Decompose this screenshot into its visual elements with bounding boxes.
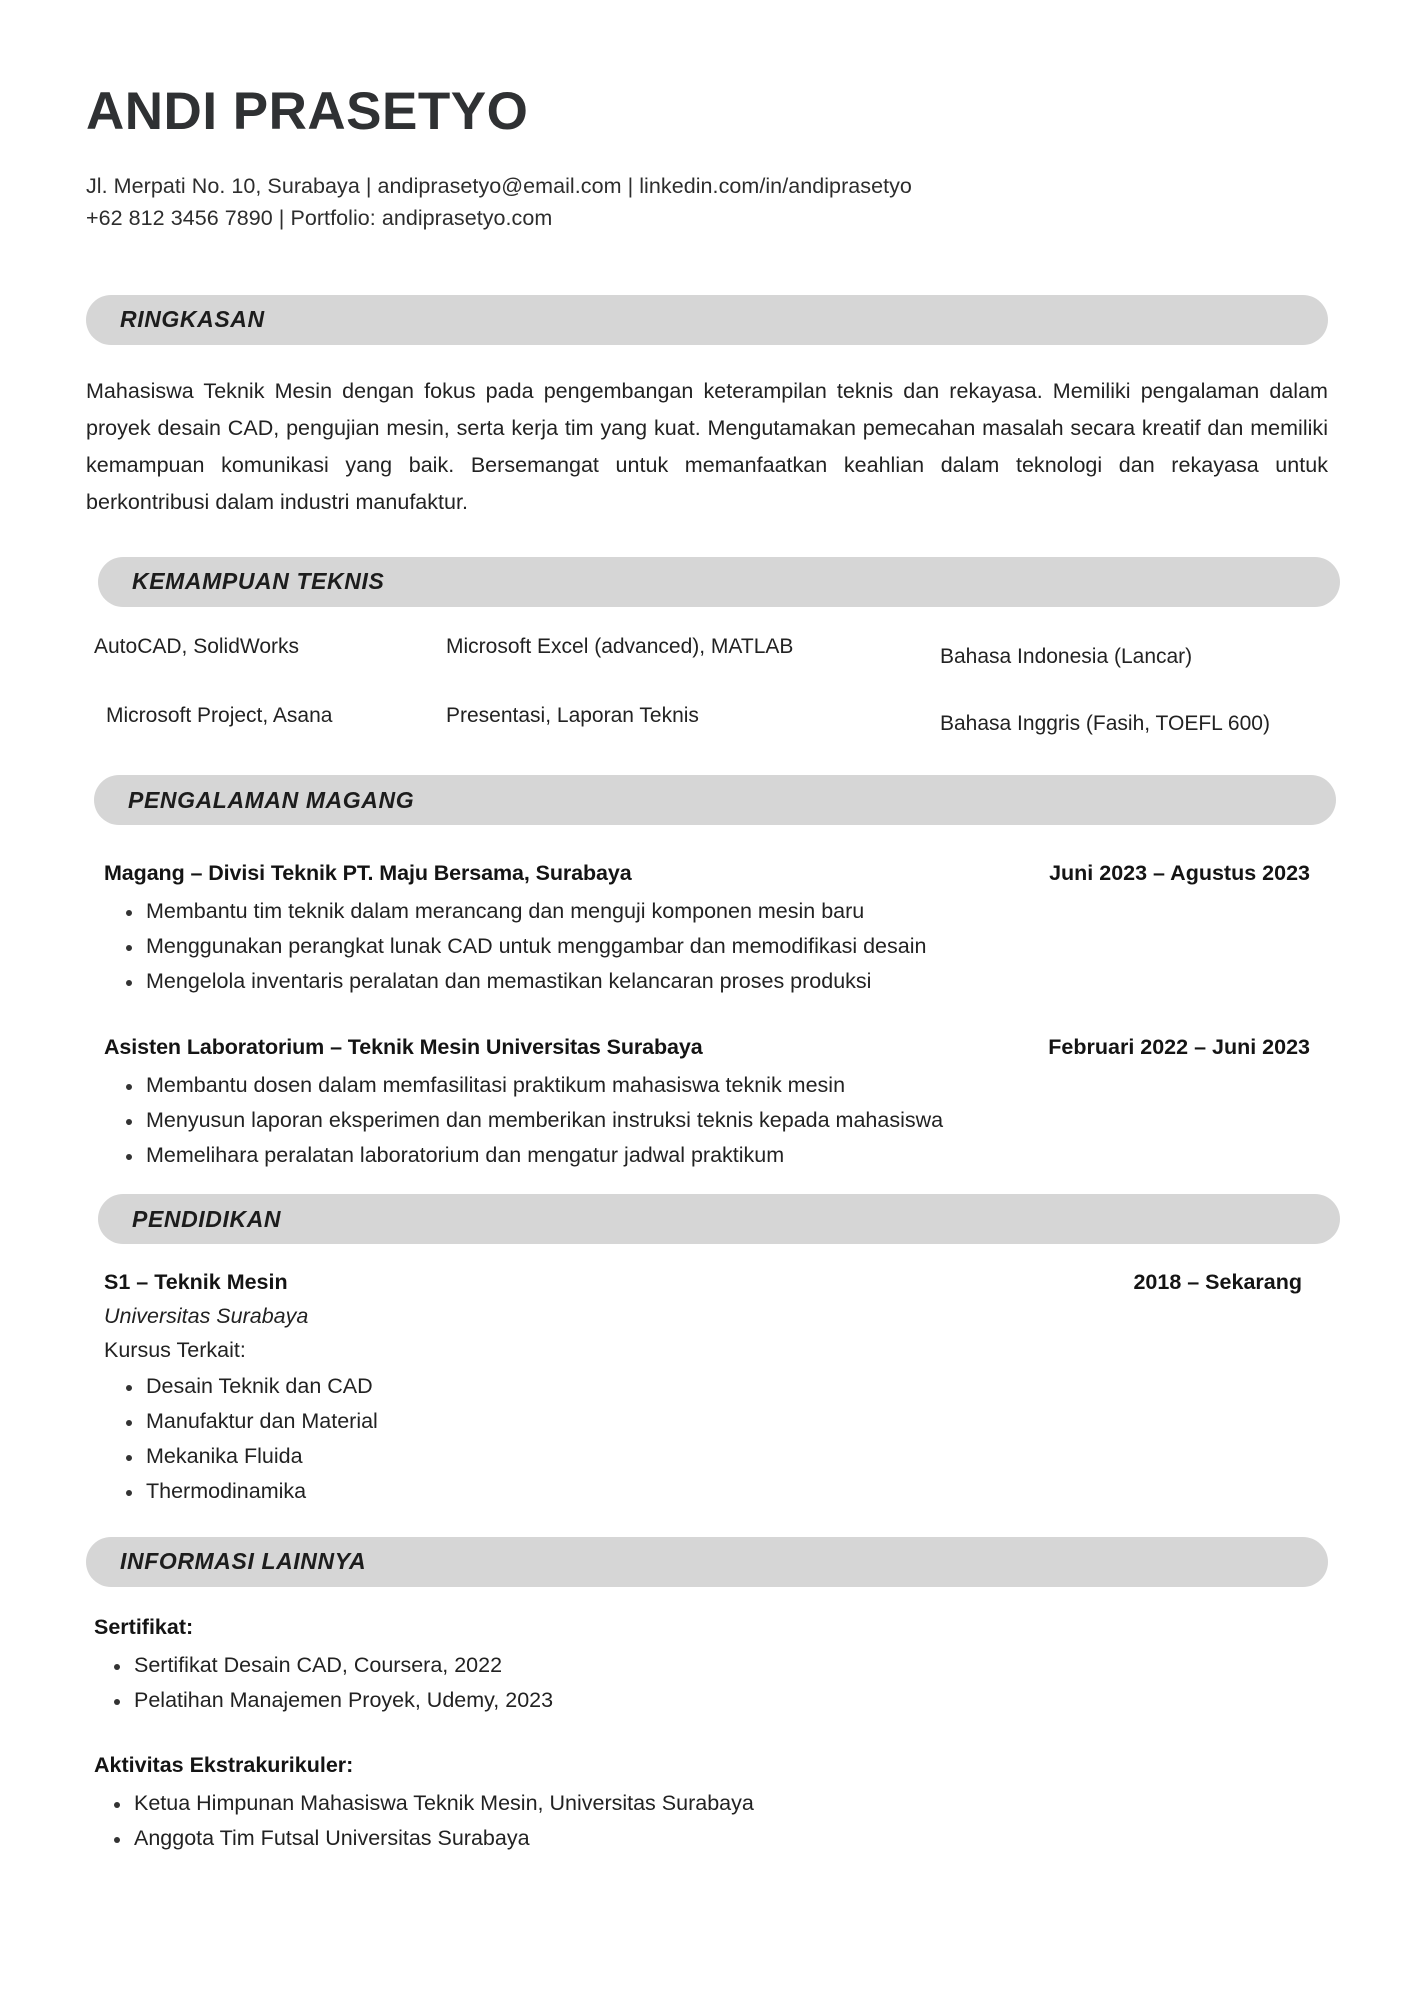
list-item: Memelihara peralatan laboratorium dan mengatur jadwal praktikum [104,1138,1328,1173]
experience-bullets [104,1068,1328,1172]
section-other-info [86,1537,1328,1856]
section-title-other-info: INFORMASI LAINNYA [120,1548,367,1575]
education-school: Universitas Surabaya [104,1304,309,1329]
section-title-experience: PENGALAMAN MAGANG [128,786,415,813]
section-header-education [98,1194,1340,1244]
section-education [86,1194,1328,1508]
certificates-list [94,1648,1328,1718]
experience-entry [86,861,1328,998]
certificates-block [86,1615,1328,1718]
education-courses-label: Kursus Terkait: [104,1338,246,1363]
page-title: ANDI PRASETYO [86,82,529,141]
skills-grid [86,633,1328,738]
experience-header [104,861,1328,886]
section-header-summary [86,295,1328,345]
list-item: Anggota Tim Futsal Universitas Surabaya [94,1821,1328,1856]
list-item: Mengelola inventaris peralatan dan memastikan kelancaran proses produksi [104,964,1328,999]
education-header [104,1270,1328,1295]
section-skills [86,557,1328,738]
list-item: Membantu tim teknik dalam merancang dan menguji komponen mesin baru [104,894,1328,929]
skill-item: Microsoft Project, Asana [106,704,333,728]
experience-entry [86,1035,1328,1172]
list-item: Membantu dosen dalam memfasilitasi praktikum mahasiswa teknik mesin [104,1068,1328,1103]
list-item: Menyusun laporan eksperimen dan memberikan instruksi teknis kepada mahasiswa [104,1103,1328,1138]
contact-line-2: +62 812 3456 7890 | Portfolio: andiprasetyo.com [86,206,553,231]
list-item: Mekanika Fluida [104,1439,1328,1474]
education-entry [86,1270,1328,1508]
activities-list [94,1786,1328,1856]
experience-title: Asisten Laboratorium – Teknik Mesin Universitas Surabaya [104,1034,703,1059]
list-item: Menggunakan perangkat lunak CAD untuk menggambar dan memodifikasi desain [104,929,1328,964]
experience-header [104,1035,1328,1060]
list-item: Desain Teknik dan CAD [104,1369,1328,1404]
list-item: Pelatihan Manajemen Proyek, Udemy, 2023 [94,1683,1328,1718]
section-title-summary: RINGKASAN [120,306,265,333]
section-header-experience [94,775,1336,825]
skill-item: Bahasa Indonesia (Lancar) [940,644,1193,668]
experience-date: Juni 2023 – Agustus 2023 [1049,861,1310,886]
skill-item: AutoCAD, SolidWorks [94,634,300,658]
education-courses-list [104,1369,1328,1508]
experience-date: Februari 2022 – Juni 2023 [1048,1034,1310,1059]
section-summary [86,295,1328,521]
contact-line-1: Jl. Merpati No. 10, Surabaya | andiprasetyo@email.com | linkedin.com/in/andiprasetyo [86,173,912,198]
certificates-label: Sertifikat: [94,1614,194,1639]
experience-bullets [104,894,1328,998]
section-header-skills [98,557,1340,607]
section-title-skills: KEMAMPUAN TEKNIS [132,568,385,595]
section-title-education: PENDIDIKAN [132,1205,282,1232]
education-date: 2018 – Sekarang [1133,1270,1302,1295]
skill-item: Presentasi, Laporan Teknis [446,704,699,728]
list-item: Ketua Himpunan Mahasiswa Teknik Mesin, Universitas Surabaya [94,1786,1328,1821]
skill-item: Microsoft Excel (advanced), MATLAB [446,634,794,658]
list-item: Thermodinamika [104,1474,1328,1509]
section-experience [86,775,1328,1172]
activities-label: Aktivitas Ekstrakurikuler: [94,1753,354,1778]
list-item: Sertifikat Desain CAD, Coursera, 2022 [94,1648,1328,1683]
list-item: Manufaktur dan Material [104,1404,1328,1439]
resume-header [86,84,1328,235]
activities-block [86,1753,1328,1856]
section-header-other-info [86,1537,1328,1587]
skill-item: Bahasa Inggris (Fasih, TOEFL 600) [940,712,1270,736]
experience-title: Magang – Divisi Teknik PT. Maju Bersama, Surabaya [104,861,632,886]
education-degree: S1 – Teknik Mesin [104,1270,288,1295]
summary-text: Mahasiswa Teknik Mesin dengan fokus pada pengembangan keterampilan teknis dan rekayasa. Memiliki pengalaman dalam proyek desain CAD, pengujian mesin, serta kerja tim yang kuat. Mengutamakan pemecahan masalah secara kreatif dan memiliki kemampuan komunikasi yang baik. Bersemangat untuk memanfaatkan keahlian dalam teknologi dan rekayasa untuk berkontribusi dalam industri manufaktur. [86,378,1328,514]
